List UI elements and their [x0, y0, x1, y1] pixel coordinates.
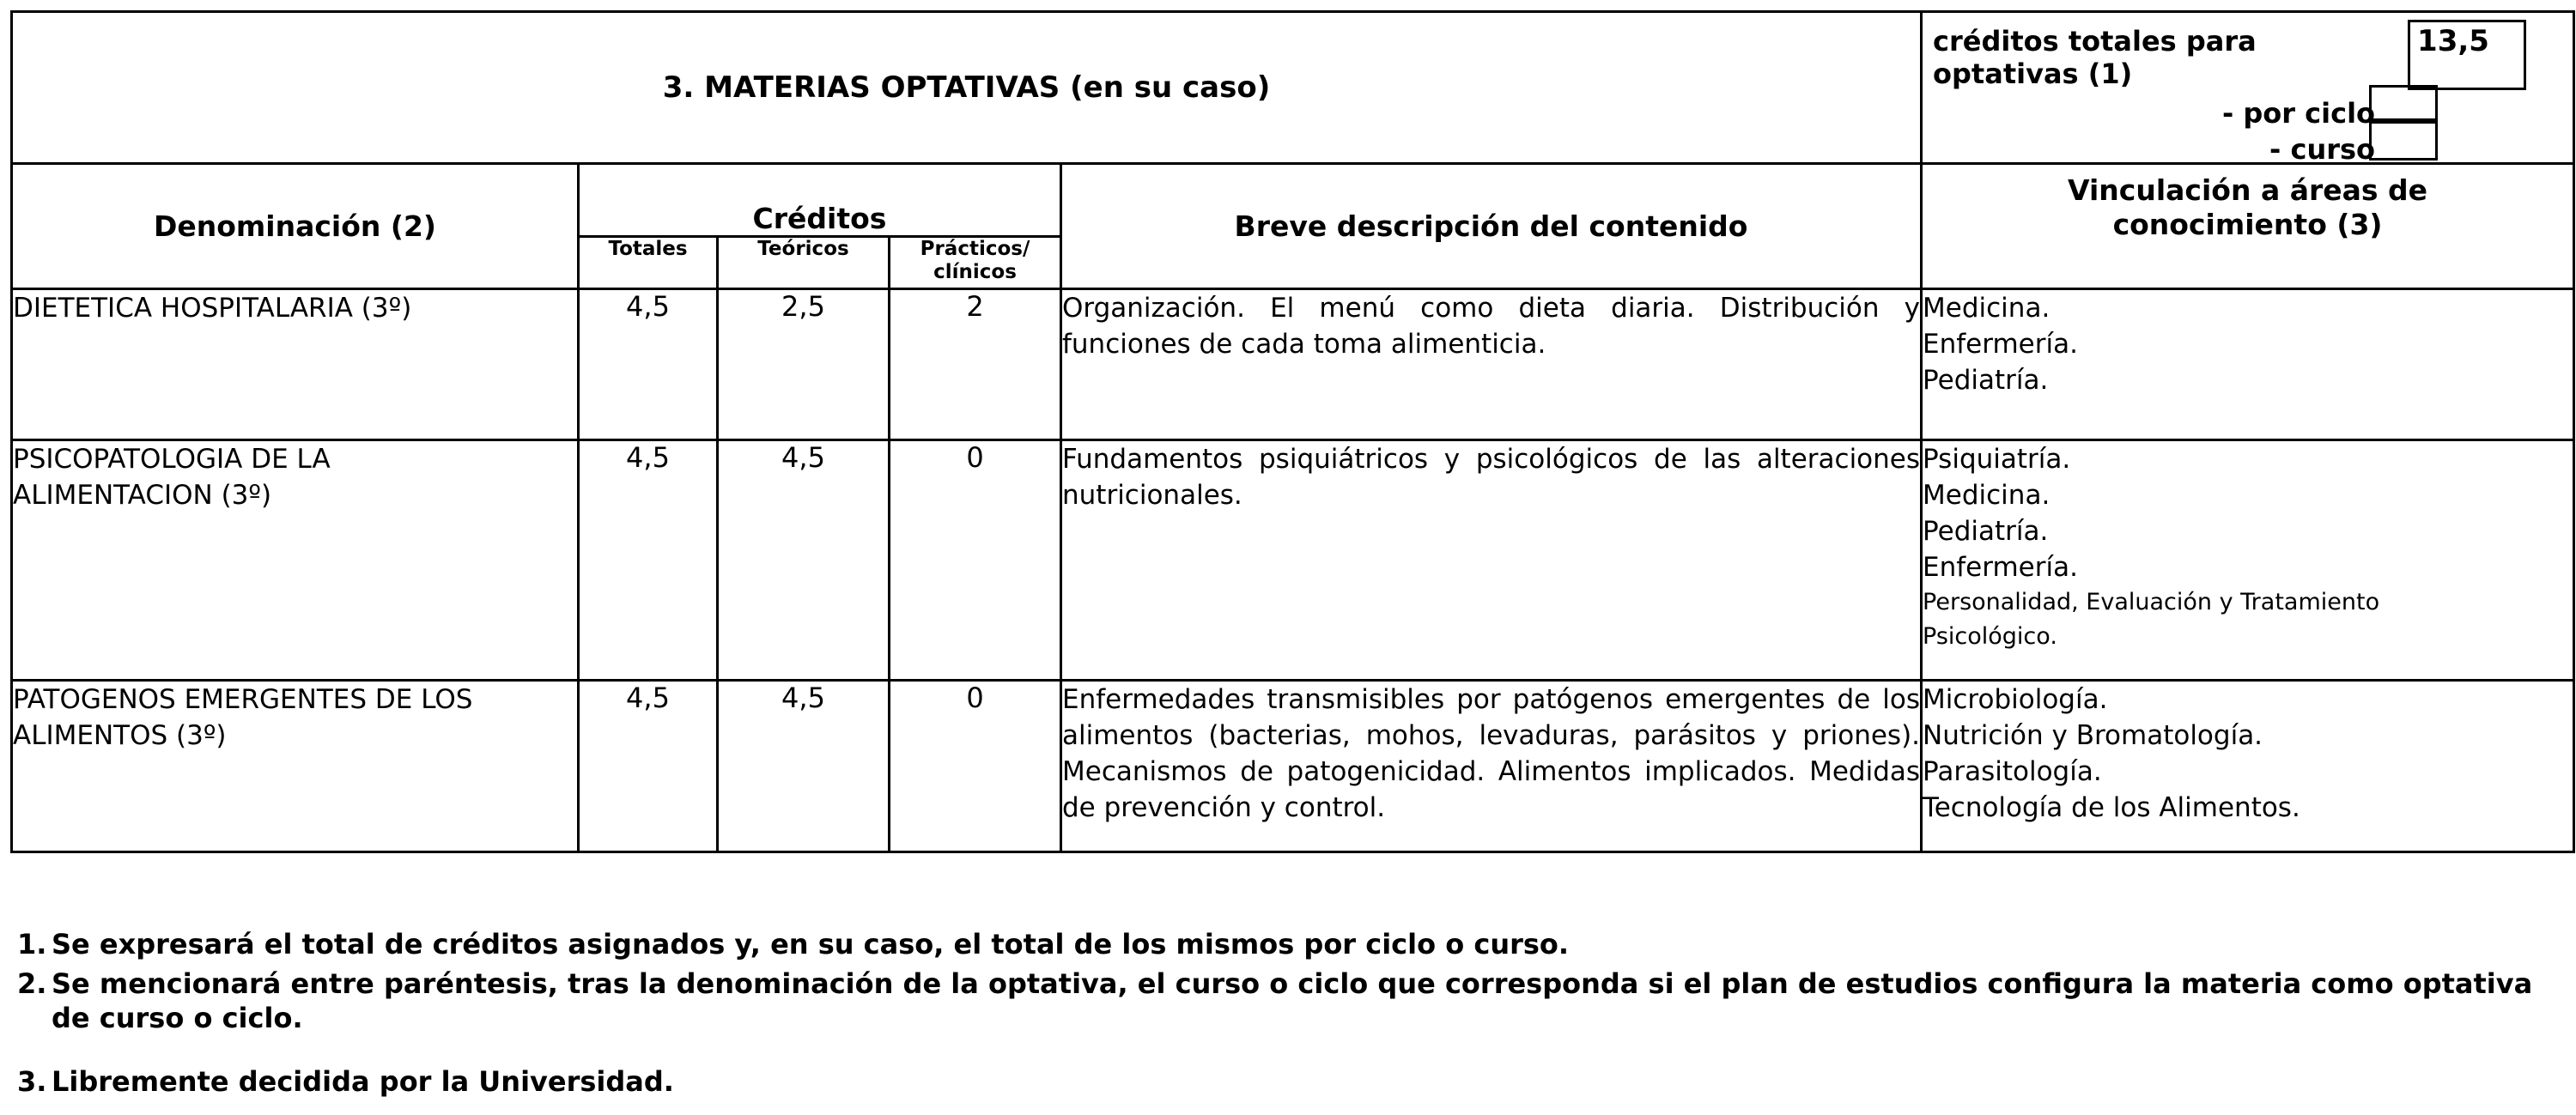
col-denominacion: Denominación (2) [12, 164, 579, 289]
por-ciclo-label: - por ciclo [2221, 97, 2376, 130]
row-practicos: 0 [890, 681, 1061, 852]
row-description: Organización. El menú como dieta diaria. Distribución y funciones de cada toma alimenticia. [1061, 289, 1922, 440]
footnote-2: 2. Se mencionará entre paréntesis, tras la denominación de la optativa, el curso o ciclo que corresponda si el plan de estudios configura la materia como optativa de curso o ciclo. [17, 967, 2533, 1034]
curso-label: - curso [2269, 133, 2376, 166]
col-teoricos: Teóricos [718, 237, 890, 289]
curso-box [2369, 121, 2438, 161]
creditos-totales-box [1922, 12, 2574, 164]
document [10, 10, 2573, 853]
row-totales: 4,5 [579, 681, 718, 852]
section-title: 3. MATERIAS OPTATIVAS (en su caso) [12, 12, 1922, 164]
creditos-totales-label: créditos totales para optativas (1) [1933, 25, 2257, 90]
table-row [12, 681, 2574, 852]
optativas-table [10, 10, 2575, 853]
footnote-1: 1. Se expresará el total de créditos asignados y, en su caso, el total de los mismos por ciclo o curso. [17, 928, 1570, 960]
row-name: PATOGENOS EMERGENTES DE LOS ALIMENTOS (3º) [12, 681, 579, 852]
row-areas: Medicina. Enfermería. Pediatría. [1922, 289, 2574, 440]
col-vinculacion: Vinculación a áreas de conocimiento (3) [1922, 164, 2574, 289]
row-description: Fundamentos psiquiátricos y psicológicos de las alteraciones nutricionales. [1061, 440, 1922, 681]
row-totales: 4,5 [579, 440, 718, 681]
row-teoricos: 4,5 [718, 440, 890, 681]
row-totales: 4,5 [579, 289, 718, 440]
col-practicos: Prácticos/ clínicos [890, 237, 1061, 289]
creditos-totales-value: 13,5 [2408, 20, 2526, 90]
footnote-3: 3. Libremente decidida por la Universidad. [17, 1065, 674, 1098]
col-descripcion: Breve descripción del contenido [1061, 164, 1922, 289]
row-teoricos: 4,5 [718, 681, 890, 852]
row-areas: Microbiología. Nutrición y Bromatología. Parasitología. Tecnología de los Alimentos. [1922, 681, 2574, 852]
row-practicos: 0 [890, 440, 1061, 681]
row-name: DIETETICA HOSPITALARIA (3º) [12, 289, 579, 440]
row-description: Enfermedades transmisibles por patógenos emergentes de los alimentos (bacterias, mohos, levaduras, parásitos y priones). Mecanismos de patogenicidad. Alimentos implicados. Medidas de prevención y control. [1061, 681, 1922, 852]
footnotes [17, 927, 2559, 1104]
table-row [12, 440, 2574, 681]
table-row [12, 289, 2574, 440]
col-creditos: Créditos [579, 164, 1061, 237]
col-totales: Totales [579, 237, 718, 289]
row-areas: Psiquiatría. Medicina. Pediatría. Enfermería. Personalidad, Evaluación y Tratamiento Psicológico. [1922, 440, 2574, 681]
row-practicos: 2 [890, 289, 1061, 440]
row-name: PSICOPATOLOGIA DE LA ALIMENTACION (3º) [12, 440, 579, 681]
row-teoricos: 2,5 [718, 289, 890, 440]
por-ciclo-box [2369, 85, 2438, 121]
